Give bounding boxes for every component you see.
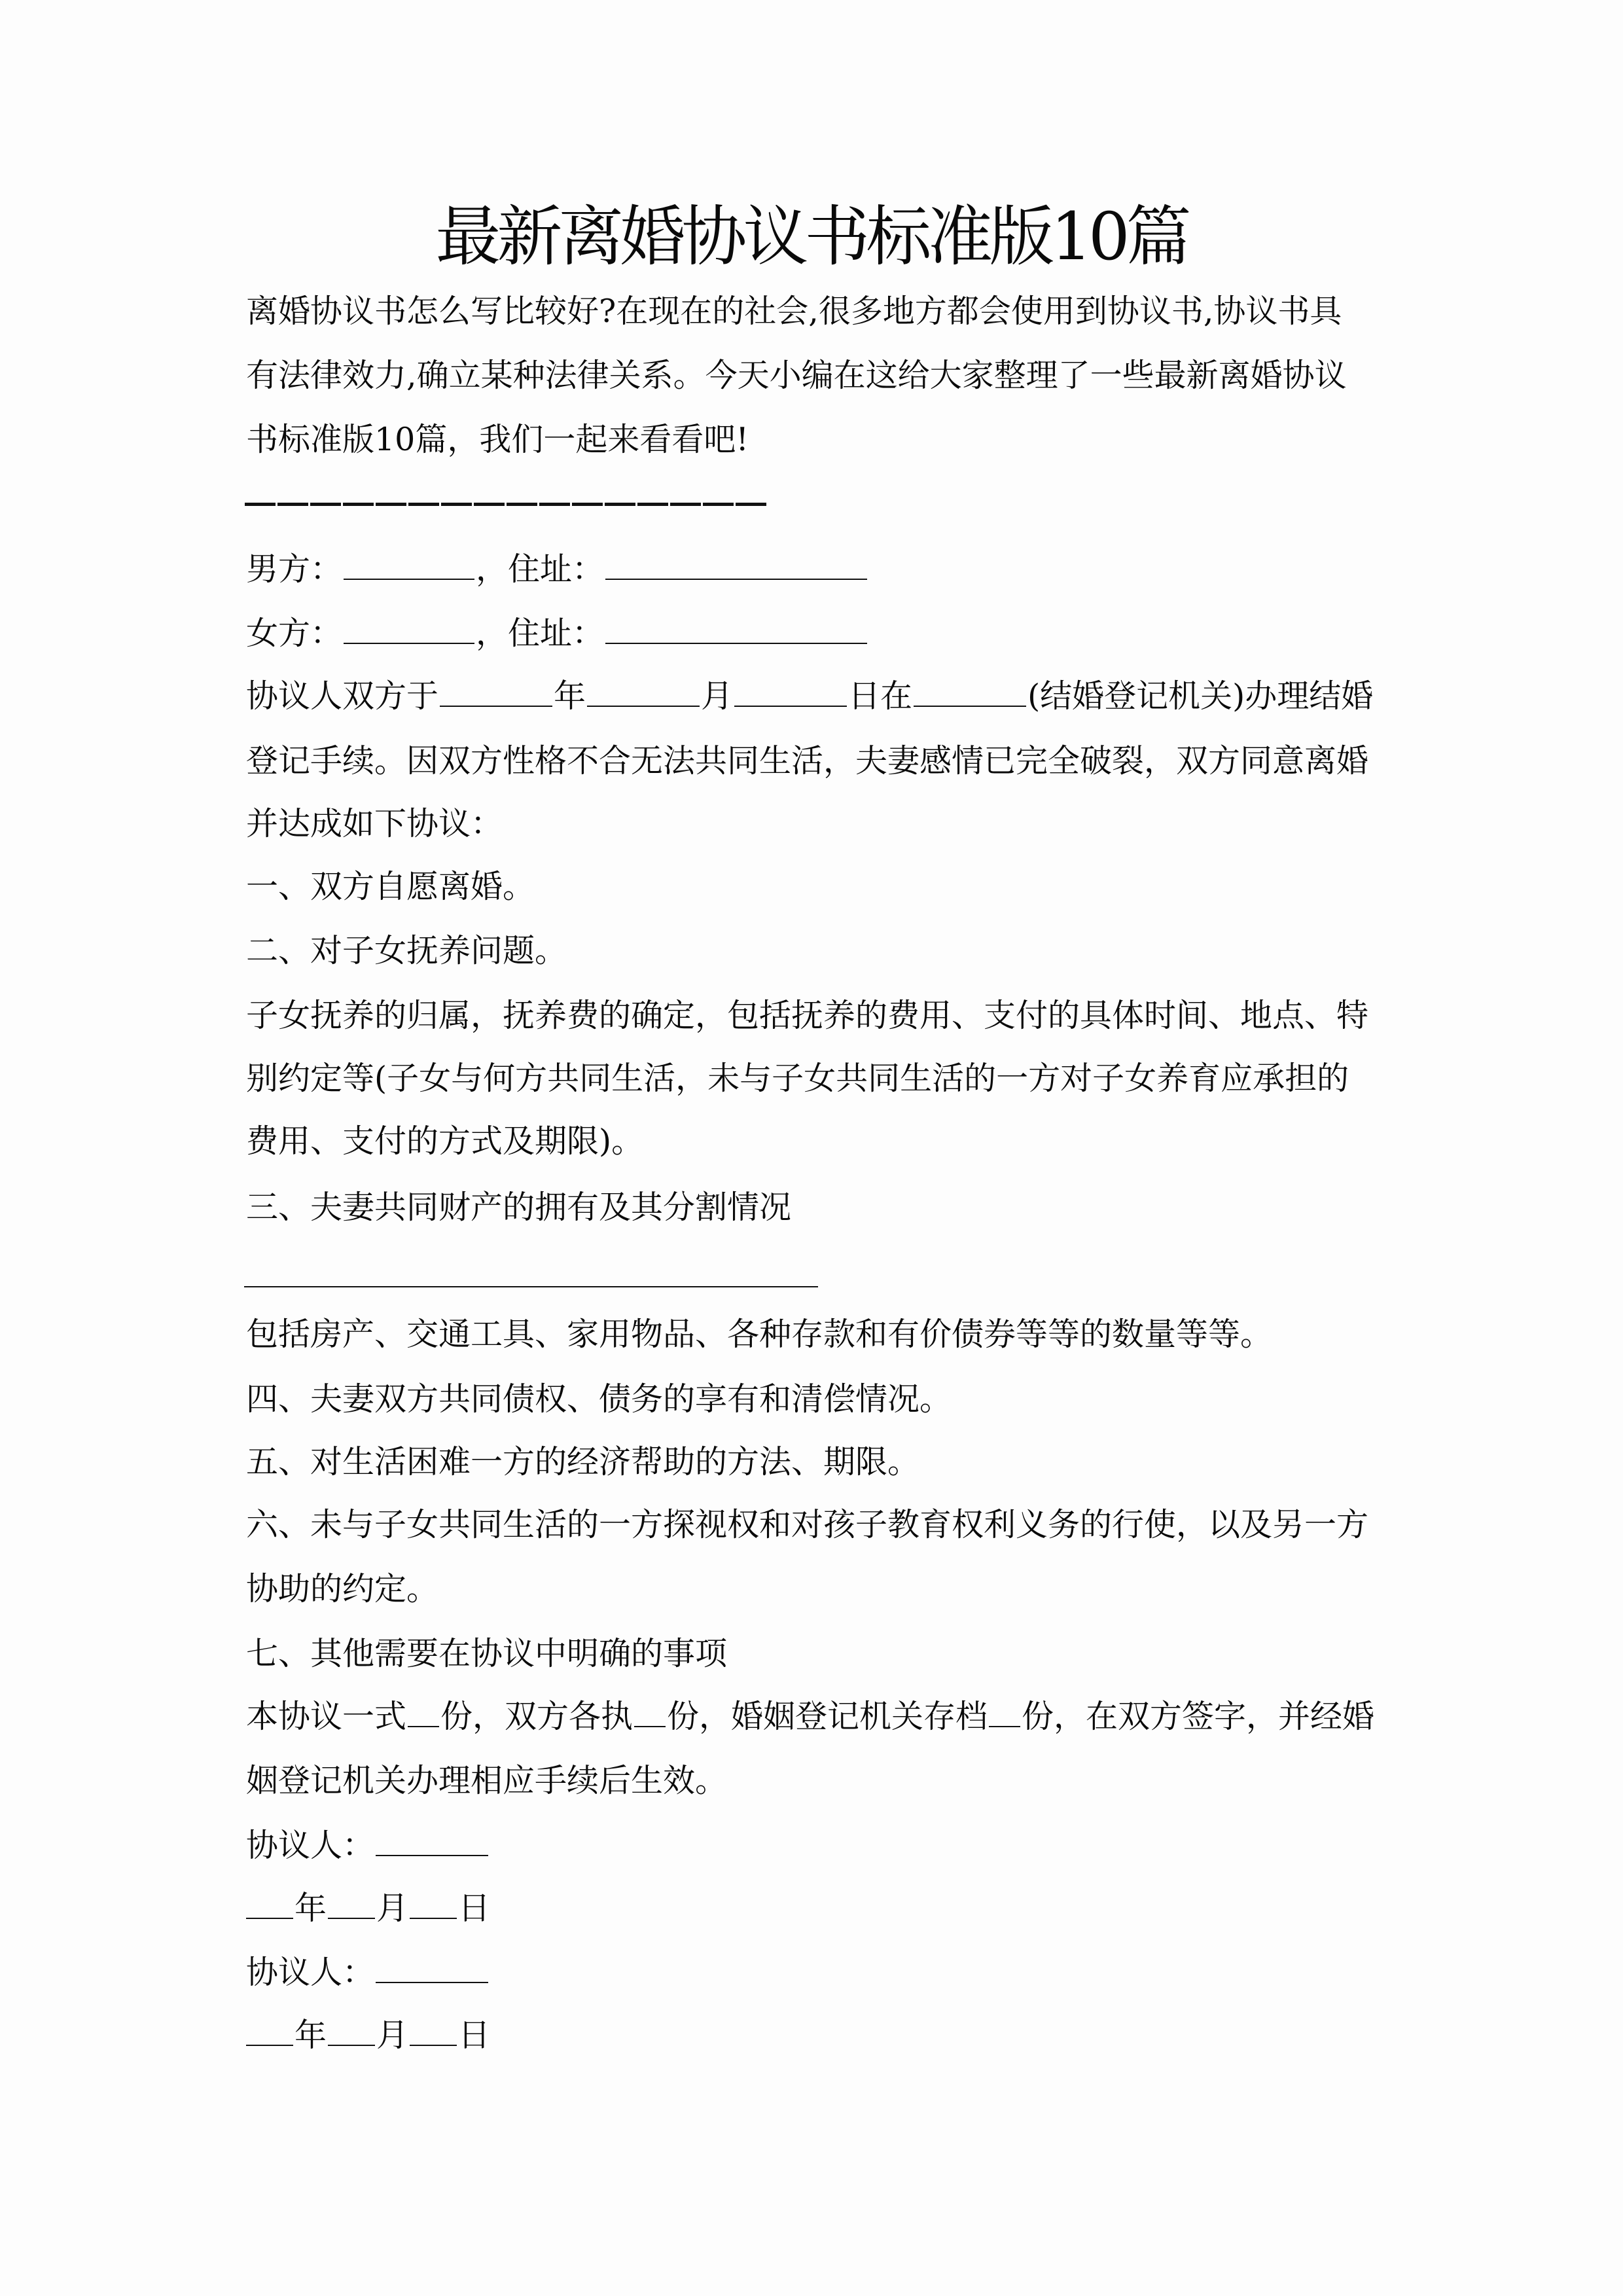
year-label: 年 (294, 1890, 327, 1927)
total-copies-blank[interactable] (408, 1697, 439, 1727)
registration-line-3: 并达成如下协议： (246, 805, 503, 842)
clause-4: 四、夫妻双方共同债权、债务的享有和清偿情况。 (246, 1380, 952, 1418)
male-name-blank[interactable] (344, 550, 474, 580)
female-party-line (246, 614, 1385, 653)
each-party-copies-blank[interactable] (634, 1697, 666, 1727)
month-label: 月 (376, 1890, 409, 1927)
copies-text-1: 本协议一式 (246, 1698, 407, 1735)
child-support-line-1: 子女抚养的归属，抚养费的确定，包括抚养的费用、支付的具体时间、地点、特 (246, 997, 1369, 1034)
signature-2 (246, 1953, 1385, 1992)
year-label: 年 (294, 2017, 327, 2054)
female-name-blank[interactable] (344, 614, 474, 644)
marriage-suffix: (结婚登记机关)办理结婚 (1027, 677, 1374, 715)
archive-copies-blank[interactable] (989, 1697, 1020, 1727)
copies-text-2: 份，双方各执 (440, 1698, 633, 1735)
dash-divider (245, 503, 767, 506)
year-label: 年 (554, 677, 586, 715)
day-at-label: 日在 (848, 677, 913, 715)
sig2-day-blank[interactable] (410, 2016, 457, 2046)
marriage-date-line (246, 677, 1385, 716)
clause-7: 七、其他需要在协议中明确的事项 (246, 1635, 728, 1672)
signature-1-date (246, 1889, 1385, 1928)
day-label: 日 (458, 1890, 491, 1927)
male-address-blank[interactable] (605, 550, 867, 580)
intro-line-3: 书标准版10篇，我们一起来看看吧! (246, 421, 749, 458)
clause-1: 一、双方自愿离婚。 (246, 868, 535, 905)
marriage-day-blank[interactable] (734, 677, 847, 707)
sig1-year-blank[interactable] (246, 1889, 293, 1919)
month-label: 月 (376, 2017, 409, 2054)
property-details: 包括房产、交通工具、家用物品、各种存款和有价债券等等的数量等等。 (246, 1316, 1273, 1353)
sig1-day-blank[interactable] (410, 1889, 457, 1919)
signatory-label: 协议人： (246, 1954, 375, 1991)
clause-2: 二、对子女抚养问题。 (246, 932, 567, 969)
marriage-prefix: 协议人双方于 (246, 677, 439, 715)
male-party-line (246, 550, 1385, 589)
marriage-year-blank[interactable] (440, 677, 552, 707)
male-label: 男方： (246, 550, 343, 588)
copies-line-2: 姻登记机关办理相应手续后生效。 (246, 1762, 728, 1799)
address-label: ，住址： (476, 550, 605, 588)
child-support-line-3: 费用、支付的方式及期限)。 (246, 1122, 644, 1160)
intro-line-1: 离婚协议书怎么写比较好?在现在的社会,很多地方都会使用到协议书,协议书具 (246, 293, 1342, 330)
sig1-month-blank[interactable] (328, 1889, 375, 1919)
registry-blank[interactable] (914, 677, 1026, 707)
day-label: 日 (458, 2017, 491, 2054)
copies-text-4: 份，在双方签字，并经婚 (1022, 1698, 1375, 1735)
child-support-line-2: 别约定等(子女与何方共同生活，未与子女共同生活的一方对子女养育应承担的 (246, 1060, 1349, 1097)
property-fill-rule[interactable] (244, 1286, 818, 1287)
female-label: 女方： (246, 615, 343, 652)
month-label: 月 (701, 677, 734, 715)
sig2-month-blank[interactable] (328, 2016, 375, 2046)
address-label: ，住址： (476, 615, 605, 652)
signatory-label: 协议人： (246, 1827, 375, 1864)
document-title: 最新离婚协议书标准版10篇 (435, 198, 1188, 275)
clause-6-line-1: 六、未与子女共同生活的一方探视权和对孩子教育权利义务的行使，以及另一方 (246, 1506, 1369, 1543)
copies-text-3: 份，婚姻登记机关存档 (667, 1698, 988, 1735)
clause-6-line-2: 协助的约定。 (246, 1570, 439, 1607)
sig2-year-blank[interactable] (246, 2016, 293, 2046)
female-address-blank[interactable] (605, 614, 867, 644)
signature-1 (246, 1826, 1385, 1865)
intro-line-2: 有法律效力,确立某种法律关系。今天小编在这给大家整理了一些最新离婚协议 (246, 357, 1347, 394)
clause-5: 五、对生活困难一方的经济帮助的方法、期限。 (246, 1443, 920, 1480)
signatory-2-blank[interactable] (376, 1953, 488, 1983)
copies-line-1 (246, 1697, 1385, 1736)
clause-3: 三、夫妻共同财产的拥有及其分割情况 (246, 1189, 792, 1226)
signatory-1-blank[interactable] (376, 1826, 488, 1856)
registration-line-2: 登记手续。因双方性格不合无法共同生活，夫妻感情已完全破裂，双方同意离婚 (246, 742, 1369, 780)
signature-2-date (246, 2016, 1385, 2055)
marriage-month-blank[interactable] (587, 677, 700, 707)
